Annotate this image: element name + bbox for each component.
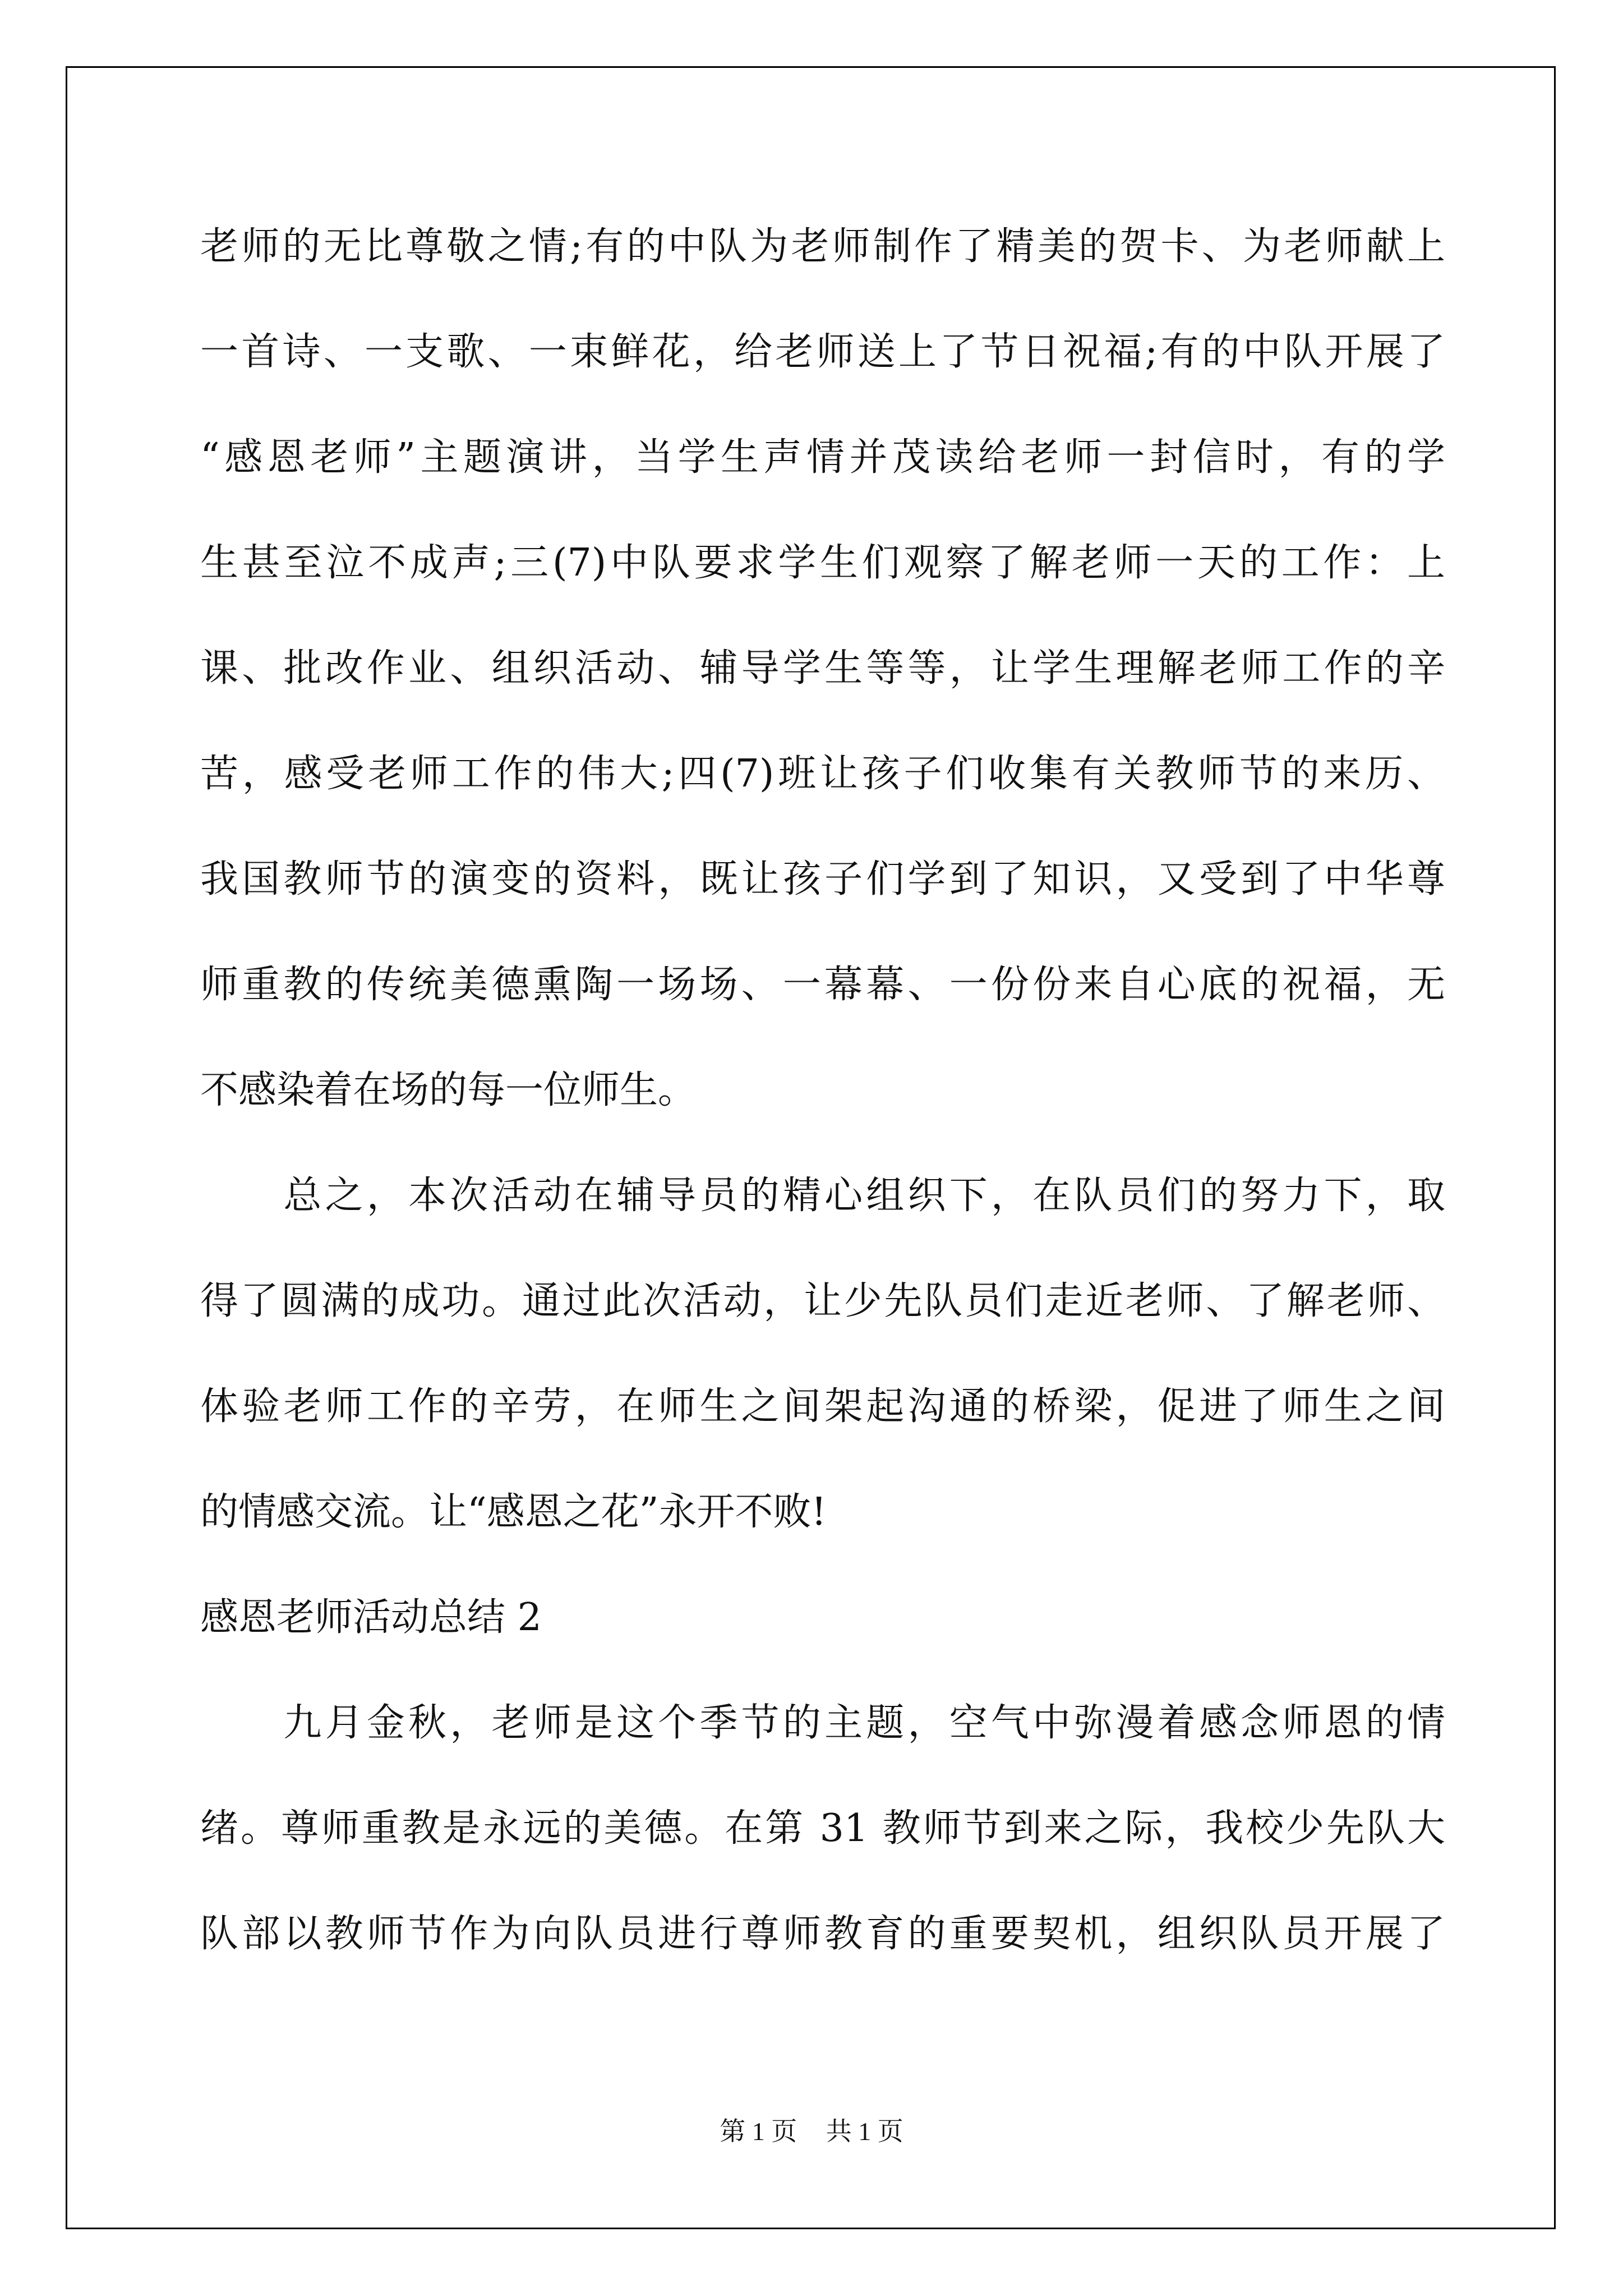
text-line: 总之，本次活动在辅导员的精心组织下，在队员们的努力下，取 <box>200 1174 1445 1218</box>
text-line: 课、批改作业、组织活动、辅导学生等等，让学生理解老师工作的辛 <box>200 646 1445 691</box>
text-line: 不感染着在场的每一位师生。 <box>200 1068 697 1112</box>
text-line: 队部以教师节作为向队员进行尊师教育的重要契机，组织队员开展了 <box>200 1912 1445 1956</box>
page-number: 第 1 页 <box>720 2117 797 2146</box>
text-line: 一首诗、一支歌、一束鲜花，给老师送上了节日祝福;有的中队开展了 <box>200 330 1445 374</box>
text-line: 绪。尊师重教是永远的美德。在第 31 教师节到来之际，我校少先队大 <box>200 1806 1445 1851</box>
text-line: 我国教师节的演变的资料，既让孩子们学到了知识，又受到了中华尊 <box>200 857 1445 901</box>
page-footer <box>0 2115 1623 2148</box>
page-total: 共 1 页 <box>826 2117 903 2146</box>
page-border <box>66 66 1556 2229</box>
text-line: 苦，感受老师工作的伟大;四(7)班让孩子们收集有关教师节的来历、 <box>200 752 1445 796</box>
text-line: 的情感交流。让“感恩之花”永开不败! <box>200 1490 827 1534</box>
text-line: 生甚至泣不成声;三(7)中队要求学生们观察了解老师一天的工作：上 <box>200 541 1445 585</box>
section-heading: 感恩老师活动总结 2 <box>200 1595 542 1640</box>
text-line: 九月金秋，老师是这个季节的主题，空气中弥漫着感念师恩的情 <box>200 1701 1445 1745</box>
text-line: 师重教的传统美德熏陶一场场、一幕幕、一份份来自心底的祝福，无 <box>200 963 1445 1007</box>
text-line: 体验老师工作的辛劳，在师生之间架起沟通的桥梁，促进了师生之间 <box>200 1384 1445 1429</box>
text-line: “感恩老师”主题演讲，当学生声情并茂读给老师一封信时，有的学 <box>200 435 1445 480</box>
text-line: 老师的无比尊敬之情;有的中队为老师制作了精美的贺卡、为老师献上 <box>200 224 1445 269</box>
text-line: 得了圆满的成功。通过此次活动，让少先队员们走近老师、了解老师、 <box>200 1279 1445 1323</box>
